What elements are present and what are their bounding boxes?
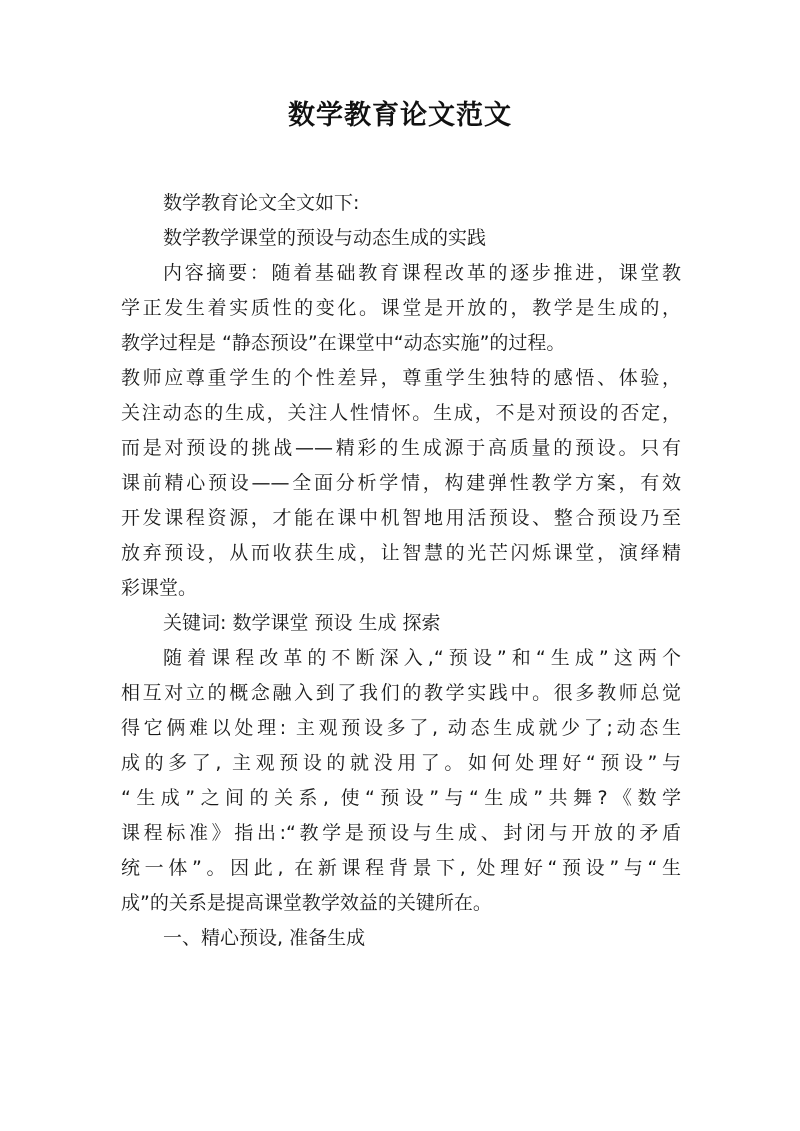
document-body: [121, 186, 681, 956]
body-paragraph-line: 成的多了, 主观预设的就没用了。如何处理好“预设”与: [121, 752, 681, 774]
abstract-line: 放弃预设，从而收获生成，让智慧的光芒闪烁课堂，演绎精: [121, 542, 681, 564]
body-paragraph-line: 统一体”。因此, 在新课程背景下, 处理好“预设”与“生: [121, 857, 681, 879]
abstract-line: 开发课程资源，才能在课中机智地用活预设、整合预设乃至: [121, 507, 681, 529]
abstract-line: 教学过程是 “静态预设”在课堂中“动态实施”的过程。: [121, 332, 566, 354]
paper-subtitle: 数学教学课堂的预设与动态生成的实践: [163, 227, 487, 249]
abstract-line: 学正发生着实质性的变化。课堂是开放的，教学是生成的，: [121, 297, 681, 319]
keywords-line: 关键词: 数学课堂 预设 生成 探索: [163, 612, 441, 634]
abstract-line: 内容摘要：随着基础教育课程改革的逐步推进，课堂教: [163, 262, 681, 284]
body-paragraph-line: 成”的关系是提高课堂教学效益的关键所在。: [121, 892, 492, 914]
abstract-line: 教师应尊重学生的个性差异，尊重学生独特的感悟、体验，: [121, 367, 681, 389]
body-paragraph-line: 相互对立的概念融入到了我们的教学实践中。很多教师总觉: [121, 682, 681, 704]
abstract-line: 课前精心预设——全面分析学情，构建弹性教学方案，有效: [121, 472, 681, 494]
body-paragraph-line: “生成”之间的关系, 使“预设”与“生成”共舞?《数学: [121, 787, 681, 809]
abstract-line: 彩课堂。: [121, 577, 198, 599]
abstract-line: 而是对预设的挑战——精彩的生成源于高质量的预设。只有: [121, 437, 681, 459]
section-heading: 一、精心预设, 准备生成: [163, 927, 366, 949]
abstract-line: 关注动态的生成，关注人性情怀。生成，不是对预设的否定，: [121, 402, 681, 424]
body-paragraph-line: 得它俩难以处理: 主观预设多了, 动态生成就少了;动态生: [121, 717, 681, 739]
body-paragraph-line: 课程标准》指出:“教学是预设与生成、封闭与开放的矛盾: [121, 822, 681, 844]
document-title: 数学教育论文范文: [288, 100, 512, 131]
intro-line: 数学教育论文全文如下:: [163, 192, 360, 214]
body-paragraph-line: 随着课程改革的不断深入,“预设”和“生成”这两个: [163, 647, 681, 669]
